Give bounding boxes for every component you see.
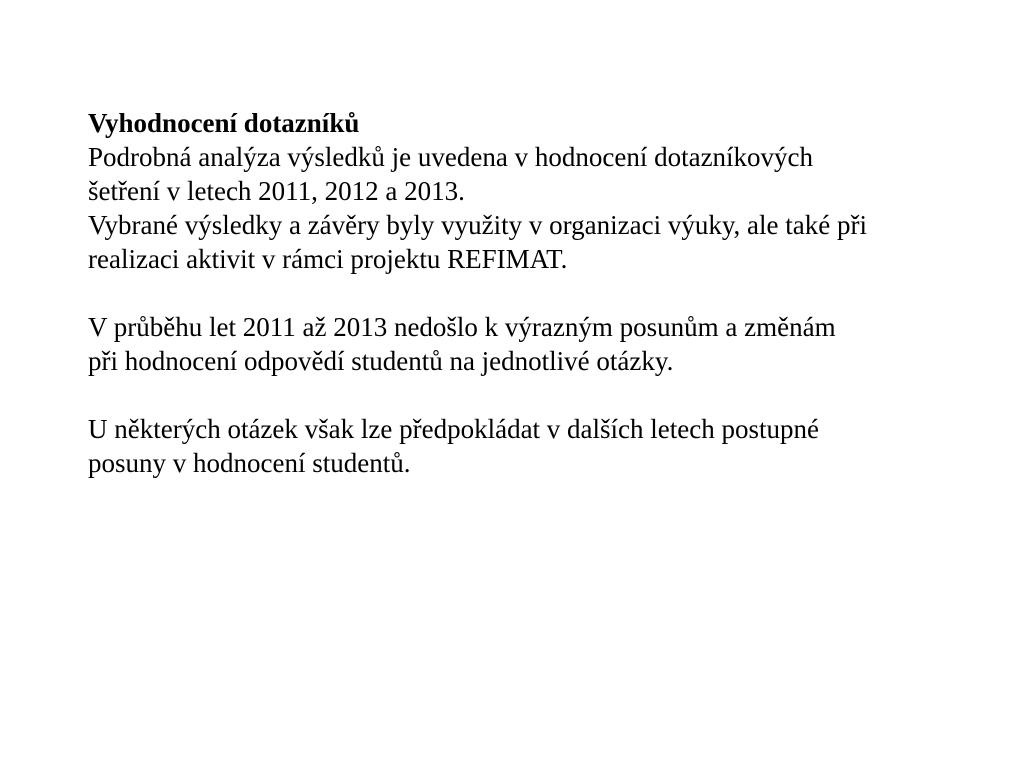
slide-text-block <box>88 106 958 480</box>
paragraph-gap <box>88 378 958 412</box>
paragraph-2-line-2: při hodnocení odpovědí studentů na jednotlivé otázky. <box>88 346 674 376</box>
paragraph-2-line-1: V průběhu let 2011 až 2013 nedošlo k výrazným posunům a změnám <box>88 312 836 342</box>
paragraph-3-line-2: posuny v hodnocení studentů. <box>88 448 411 478</box>
paragraph-1-line-3: Vybrané výsledky a závěry byly využity v organizaci výuky, ale také při <box>88 210 867 240</box>
paragraph-3-line-1: U některých otázek však lze předpokládat v dalších letech postupné <box>88 414 819 444</box>
paragraph-1-line-1: Podrobná analýza výsledků je uvedena v hodnocení dotazníkových <box>88 142 814 172</box>
slide-heading: Vyhodnocení dotazníků <box>88 108 360 138</box>
paragraph-gap <box>88 276 958 310</box>
paragraph-1-line-4: realizaci aktivit v rámci projektu REFIMAT. <box>88 244 568 274</box>
paragraph-1-line-2: šetření v letech 2011, 2012 a 2013. <box>88 176 465 206</box>
